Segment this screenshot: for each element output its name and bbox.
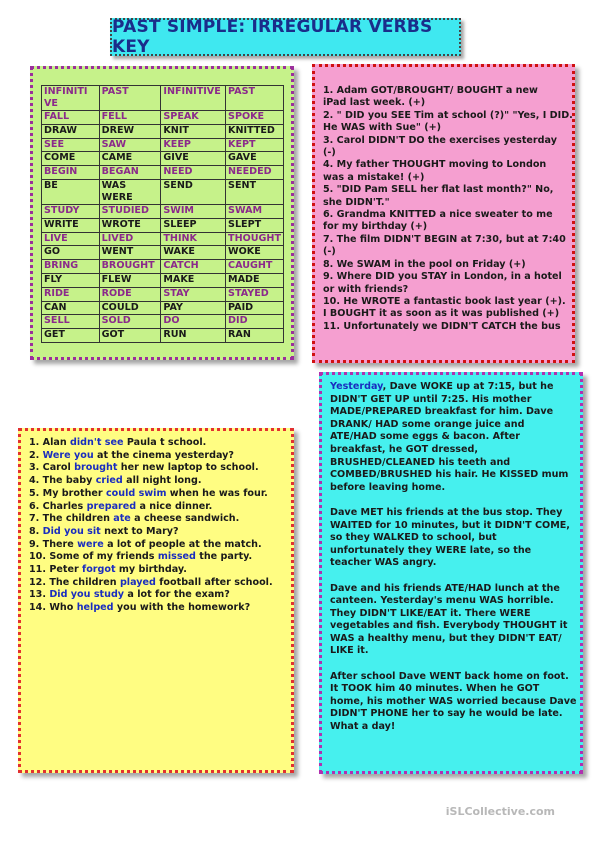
verb-cell: GAVE: [226, 152, 284, 166]
verb-cell: STUDIED: [99, 204, 161, 218]
story-paragraph: [330, 670, 577, 734]
verb-cell: GIVE: [161, 152, 226, 166]
pink-answer-line: 9. Where DID you STAY in London, in a hotel: [323, 271, 562, 283]
pink-answer-line: 8. We SWAM in the pool on Friday (+): [323, 258, 526, 270]
table-row: [42, 301, 284, 315]
sentence-text: 1. Alan: [29, 437, 71, 448]
story-line: [330, 595, 572, 608]
verb-cell: SOLD: [99, 315, 161, 329]
verb-cell: BE: [42, 179, 100, 204]
answers-box-pink: [312, 64, 575, 363]
verb-cell: KEPT: [226, 138, 284, 152]
story-paragraph: [330, 507, 572, 570]
answer-verb: Did you study: [49, 589, 125, 601]
pink-answer-line: 2. " DID you SEE Tim at school (?)" "Yes, I DID.: [323, 109, 573, 121]
verb-cell: CAME: [99, 152, 161, 166]
verb-cell: KNIT: [161, 124, 226, 138]
story-line: [330, 419, 572, 432]
verb-cell: WAKE: [161, 246, 226, 260]
table-row: [42, 166, 284, 180]
yellow-answer-line: [29, 539, 283, 552]
yellow-answer-line: [29, 462, 283, 475]
verb-cell: SENT: [226, 179, 284, 204]
sentence-text: 7. The children: [29, 513, 114, 525]
verb-cell: SLEEP: [161, 218, 226, 232]
verb-cell: WROTE: [99, 218, 161, 232]
yellow-answer-line: [29, 488, 283, 501]
sentence-text: a nice dinner.: [136, 500, 213, 512]
story-text: WAITED for 10 minutes, but it DIDN'T COME,: [330, 519, 570, 531]
verb-cell: STUDY: [42, 204, 100, 218]
table-row: [42, 138, 284, 152]
verb-cell: KNITTED: [226, 124, 284, 138]
story-line: [330, 695, 577, 709]
story-text: LIKE it.: [330, 645, 369, 657]
verb-cell: CATCH: [161, 260, 226, 274]
yellow-answer-line: [29, 475, 283, 488]
verb-cell: FLEW: [99, 273, 161, 287]
yellow-answer-line: [29, 450, 283, 463]
verb-cell: [99, 179, 161, 204]
answer-verb: didn't see: [70, 437, 124, 448]
pink-answer-line: 10. He WROTE a fantastic book last year (+).: [323, 295, 566, 307]
answer-verb: brought: [74, 462, 118, 474]
answer-verb: prepared: [86, 500, 137, 512]
story-text: They DIDN'T LIKE/EAT it. There WERE: [330, 607, 531, 619]
table-row: [42, 111, 284, 125]
story-text: so they WALKED to school, but: [330, 532, 497, 544]
sentence-text: all night long.: [122, 475, 202, 487]
verb-cell: SEE: [42, 138, 100, 152]
sentence-text: a cheese sandwich.: [130, 513, 240, 525]
verb-cell: RODE: [99, 287, 161, 301]
story-paragraph: [330, 381, 572, 494]
verb-cell: BEGIN: [42, 166, 100, 180]
story-line: [330, 557, 572, 570]
verb-cell: SLEPT: [226, 218, 284, 232]
verb-cell: COME: [42, 152, 100, 166]
sentence-text: the party.: [195, 551, 253, 563]
verb-cell-part: WAS: [101, 179, 127, 191]
story-line: [330, 507, 572, 520]
verb-cell: DO: [161, 315, 226, 329]
story-line: [330, 520, 572, 533]
verb-cell: BROUGHT: [99, 260, 161, 274]
story-text: MADE/PREPARED breakfast for him. Dave: [330, 406, 554, 418]
sentence-text: 13.: [29, 589, 50, 601]
answer-verb: helped: [76, 602, 114, 614]
verb-cell: COULD: [99, 301, 161, 315]
verb-cell: NEEDED: [226, 166, 284, 180]
sentence-text: next to Mary?: [100, 525, 179, 537]
story-text: unfortunately they WERE late, so the: [330, 544, 532, 556]
answer-verb: cried: [95, 475, 123, 487]
verb-cell: STAY: [161, 287, 226, 301]
yellow-answer-line: [29, 551, 283, 564]
verb-cell: SPOKE: [226, 111, 284, 125]
sentence-text: 5. My brother: [29, 487, 106, 499]
sentence-text: 9. There: [29, 538, 78, 550]
table-row: [42, 152, 284, 166]
table-row: [42, 124, 284, 138]
story-line: [330, 620, 572, 633]
sentence-text: 10. Some of my friends: [29, 551, 158, 563]
table-header-row: [42, 86, 284, 111]
story-text: Dave and his friends ATE/HAD lunch at the: [330, 582, 560, 594]
verb-cell: MADE: [226, 273, 284, 287]
verb-cell: SEND: [161, 179, 226, 204]
story-text: DIDN'T GET UP until 7:25. His mother: [330, 393, 532, 405]
pink-answer-line: I BOUGHT it as soon as it was published (+): [323, 308, 560, 320]
story-text: WAS a healthy menu, but they DIDN'T EAT/: [330, 632, 562, 644]
verb-cell: CAUGHT: [226, 260, 284, 274]
verb-cell: DRAW: [42, 124, 100, 138]
yellow-answer-line: [29, 501, 283, 514]
story-line: [330, 457, 572, 470]
answer-verb: played: [119, 576, 156, 588]
site-watermark: iSLCollective.com: [445, 805, 555, 818]
answer-verb: missed: [157, 551, 196, 563]
yellow-answer-line: [29, 602, 283, 615]
story-line: [330, 532, 572, 545]
pink-answer-line: 5. "DID Pam SELL her flat last month?" No,: [323, 184, 554, 196]
verb-cell: STAYED: [226, 287, 284, 301]
verb-cell: THOUGHT: [226, 232, 284, 246]
verb-cell: LIVED: [99, 232, 161, 246]
pink-answer-line: iPad last week. (+): [323, 97, 426, 109]
verb-cell: SPEAK: [161, 111, 226, 125]
story-text: , Dave WOKE up at 7:15, but he: [382, 381, 554, 392]
yellow-answer-line: [29, 589, 283, 602]
story-line: [330, 645, 572, 658]
table-row: [42, 204, 284, 218]
verb-cell: DID: [226, 315, 284, 329]
sentence-text: 8.: [29, 525, 43, 537]
sentence-text: Paula t school.: [123, 437, 207, 448]
story-line: [330, 406, 572, 419]
verb-cell: GO: [42, 246, 100, 260]
verb-cell: SWIM: [161, 204, 226, 218]
pink-answer-line: 6. Grandma KNITTED a nice sweater to me: [323, 209, 553, 221]
verb-cell: RAN: [226, 329, 284, 343]
answer-verb: forgot: [82, 564, 116, 576]
story-line: [330, 482, 572, 495]
story-text: What a day!: [330, 721, 396, 733]
verb-cell: FLY: [42, 273, 100, 287]
story-line: [330, 583, 572, 596]
story-text: Dave MET his friends at the bus stop. They: [330, 506, 563, 518]
verb-cell: DREW: [99, 124, 161, 138]
story-line: [330, 683, 572, 696]
story-box-blue: [319, 372, 583, 774]
pink-answer-line: (-): [323, 147, 336, 159]
verb-cell: KEEP: [161, 138, 226, 152]
sentence-text: 3. Carol: [29, 462, 75, 474]
yellow-answer-line: [29, 513, 283, 526]
pink-answer-line: 1. Adam GOT/BROUGHT/ BOUGHT a new: [323, 85, 538, 96]
story-first-word: Yesterday: [330, 381, 383, 392]
yellow-answer-line: [29, 577, 283, 590]
sentence-text: a lot of people at the match.: [103, 538, 262, 550]
sentence-text: 2.: [29, 449, 43, 461]
story-text: BRUSHED/CLEANED his teeth and: [330, 456, 511, 468]
verb-cell-part: WERE: [101, 191, 133, 203]
story-line: [330, 708, 572, 721]
verb-cell: SWAM: [226, 204, 284, 218]
verb-cell: PAY: [161, 301, 226, 315]
story-text: canteen. Yesterday's menu WAS horrible.: [330, 595, 554, 607]
table-row: [42, 179, 284, 204]
story-line: [330, 633, 572, 646]
sentence-text: my birthday.: [115, 564, 187, 576]
story-line: [330, 381, 572, 394]
story-line: [330, 469, 572, 482]
story-line: [330, 671, 572, 684]
sentence-text: at the cinema yesterday?: [93, 449, 234, 461]
table-header-cell: [42, 86, 100, 111]
sentence-text: football after school.: [155, 576, 273, 588]
table-header-cell: INFINITIVE: [161, 86, 226, 111]
verb-cell: FELL: [99, 111, 161, 125]
sentence-text: you with the homework?: [113, 602, 251, 614]
story-paragraph: [330, 583, 572, 659]
story-text: COMBED/BRUSHED his hair. He KISSED mum: [330, 469, 569, 481]
table-row: [42, 260, 284, 274]
table-row: [42, 329, 284, 343]
story-line: [330, 545, 572, 558]
verb-cell: WOKE: [226, 246, 284, 260]
story-text: DIDN'T PHONE her to say he would be late.: [330, 708, 563, 720]
verb-cell: PAID: [226, 301, 284, 315]
story-line: [330, 444, 572, 457]
answer-verb: Did you sit: [42, 525, 101, 537]
pink-answer-line: was a mistake! (+): [323, 171, 425, 183]
verb-cell: BEGAN: [99, 166, 161, 180]
table-header-cell: PAST: [99, 86, 161, 111]
story-line: [330, 608, 572, 621]
irregular-verbs-table: [41, 85, 284, 343]
pink-answer-line: or with friends?: [323, 283, 409, 295]
answer-verb: ate: [113, 513, 131, 525]
verb-cell: SELL: [42, 315, 100, 329]
pink-answer-line: 3. Carol DIDN'T DO the exercises yesterday: [323, 134, 557, 146]
table-row: [42, 315, 284, 329]
pink-answer-line: 11. Unfortunately we DIDN'T CATCH the bus: [323, 320, 561, 332]
sentence-text: 12. The children: [29, 576, 120, 588]
story-text: home, his mother WAS worried because Dave: [330, 695, 577, 707]
yellow-answer-line: [29, 437, 283, 450]
table-header-cell: PAST: [226, 86, 284, 111]
story-text: It TOOK him 40 minutes. When he GOT: [330, 683, 540, 695]
story-text: ATE/HAD some eggs & bacon. After: [330, 431, 521, 443]
pink-answer-line: He WAS with Sue" (+): [323, 122, 442, 134]
story-text: teacher WAS angry.: [330, 557, 437, 569]
table-row: [42, 246, 284, 260]
pink-answer-line: (-): [323, 246, 336, 258]
verb-cell: WRITE: [42, 218, 100, 232]
verb-cell: FALL: [42, 111, 100, 125]
verb-cell: SAW: [99, 138, 161, 152]
story-text: vegetables and fish. Everybody THOUGHT it: [330, 620, 568, 632]
verb-cell: THINK: [161, 232, 226, 246]
sentence-text: 11. Peter: [29, 564, 83, 576]
verb-cell: BRING: [42, 260, 100, 274]
header-text-part: INFINITI: [44, 86, 88, 97]
pink-answer-line: she DIDN'T.": [323, 196, 390, 208]
table-row: [42, 273, 284, 287]
sentence-text: 4. The baby: [29, 475, 96, 487]
answer-verb: Were you: [42, 449, 94, 461]
verb-cell: GET: [42, 329, 100, 343]
answer-verb: could swim: [105, 487, 167, 499]
yellow-answer-line: [29, 526, 283, 539]
pink-answer-line: 4. My father THOUGHT moving to London: [323, 159, 547, 171]
answer-verb: were: [77, 538, 104, 550]
story-line: [330, 394, 572, 407]
worksheet-title: PAST SIMPLE: IRREGULAR VERBS KEY: [110, 18, 461, 56]
story-text: DRANK/ HAD some orange juice and: [330, 418, 525, 430]
story-text: before leaving home.: [330, 481, 446, 493]
verb-cell: WENT: [99, 246, 161, 260]
story-line: [330, 721, 572, 734]
yellow-answer-line: [29, 564, 283, 577]
answers-box-yellow: [18, 428, 294, 773]
header-text-part: VE: [44, 98, 58, 109]
sentence-text: 6. Charles: [29, 500, 87, 512]
verb-cell: CAN: [42, 301, 100, 315]
sentence-text: when he was four.: [166, 487, 268, 499]
story-text: After school Dave WENT back home on foot.: [330, 670, 569, 682]
sentence-text: a lot for the exam?: [124, 589, 230, 601]
pink-answer-line: for my birthday (+): [323, 221, 428, 233]
verb-cell: RUN: [161, 329, 226, 343]
verb-cell: RIDE: [42, 287, 100, 301]
verb-cell: LIVE: [42, 232, 100, 246]
table-row: [42, 232, 284, 246]
sentence-text: 14. Who: [29, 602, 77, 614]
story-text: breakfast, he GOT dressed,: [330, 443, 479, 455]
verb-table-box: [30, 66, 294, 360]
story-line: [330, 431, 572, 444]
verb-cell: GOT: [99, 329, 161, 343]
sentence-text: her new laptop to school.: [117, 462, 259, 474]
pink-answer-line: 7. The film DIDN'T BEGIN at 7:30, but at 7:40: [323, 233, 566, 245]
table-row: [42, 287, 284, 301]
verb-cell: NEED: [161, 166, 226, 180]
table-row: [42, 218, 284, 232]
verb-cell: MAKE: [161, 273, 226, 287]
